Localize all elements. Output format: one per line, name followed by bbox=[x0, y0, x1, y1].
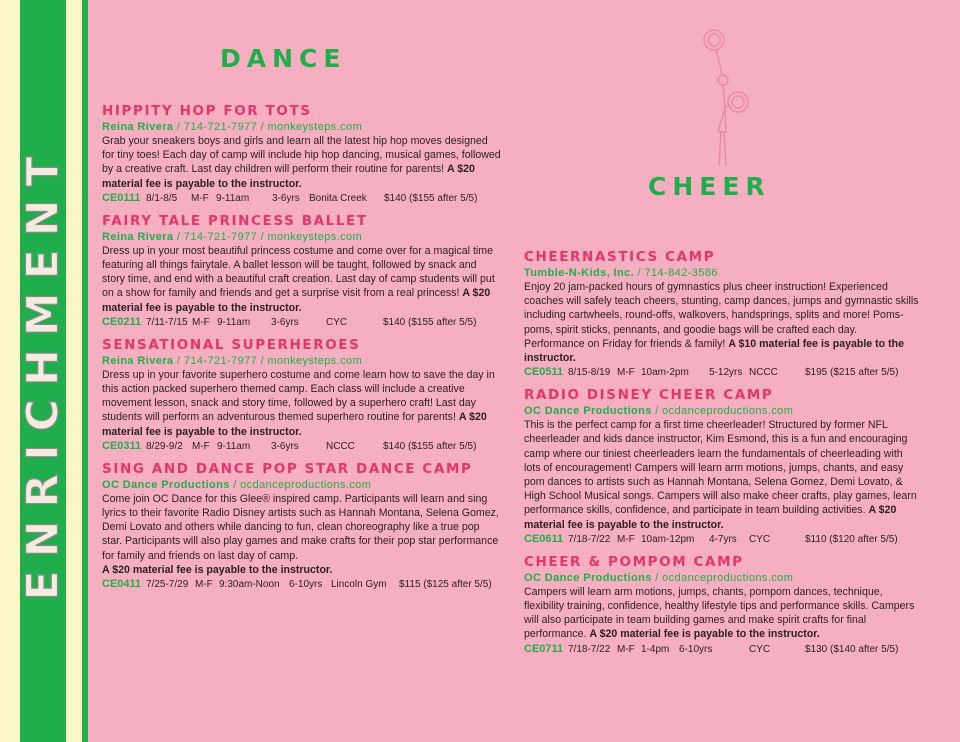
course-days: M-F bbox=[617, 367, 635, 379]
course-description bbox=[524, 418, 920, 532]
course-schedule bbox=[524, 365, 920, 380]
course-description-text: Come join OC Dance for this Glee® inspired camp. Participants will learn and sing lyrics to their favorite Radio Disney artists such as Hannah Montana, Selena Gomez, Demi Lovato and others while dancing to fun, clean choreography like a true pop star. Participants will also play games and make crafts for their pop star performance for family and friends on last day of camp. bbox=[102, 492, 499, 562]
course-fee: A $20 material fee is payable to the instructor. bbox=[102, 163, 475, 190]
course-days: M-F bbox=[617, 643, 635, 655]
cheer-section-title: CHEER bbox=[648, 172, 771, 201]
course-location: CYC bbox=[749, 533, 771, 545]
course-schedule bbox=[524, 642, 920, 657]
course-dates: 7/25-7/29 bbox=[146, 579, 189, 591]
course-days: M-F bbox=[192, 316, 210, 328]
course-contact-info: / ocdanceproductions.com bbox=[651, 405, 794, 418]
course-dates: 7/18-7/22 bbox=[568, 533, 611, 545]
course-price: $110 ($120 after 5/5) bbox=[805, 533, 898, 545]
course-days: M-F bbox=[191, 192, 209, 204]
course-description-text: Grab your sneakers boys and girls and learn all the latest hip hop moves designed for tiny toes! Each day of camp will include hip hop dancing, musical games, followed by a creative craft. Last day children will perform their routine for parents! bbox=[102, 135, 501, 176]
cheerleader-pompom-icon bbox=[692, 28, 752, 168]
course-schedule bbox=[102, 315, 502, 330]
course-ages: 3-6yrs bbox=[271, 440, 299, 452]
course-days: M-F bbox=[195, 579, 213, 591]
course-description bbox=[524, 585, 920, 642]
course-code: CE0311 bbox=[102, 439, 142, 452]
course-location: CYC bbox=[326, 316, 348, 328]
course-description-text: Campers will learn arm motions, jumps, chants, pompom dances, technique, flexibility training, confidence, healthy lifestyle tips and performance skills. Campers will also participate in team building games and make spirit crafts for final performance. bbox=[524, 585, 915, 641]
course-provider: Tumble-N-Kids, Inc. bbox=[524, 267, 635, 279]
course-contact-info: / 714-842-3586 bbox=[634, 267, 718, 279]
course-ages: 3-6yrs bbox=[272, 192, 300, 204]
course-time: 1-4pm bbox=[641, 643, 670, 655]
course-title: CHEER & POMPOM CAMP bbox=[524, 553, 744, 570]
course-contact-info: / ocdanceproductions.com bbox=[651, 571, 794, 584]
course-contact-info: / ocdanceproductions.com bbox=[229, 478, 372, 491]
course-contact-info: / 714-721-7977 / monkeysteps.com bbox=[173, 354, 363, 367]
course-cheer-pompom bbox=[524, 554, 920, 657]
course-title: SENSATIONAL SUPERHEROES bbox=[102, 336, 361, 353]
course-code: CE0211 bbox=[102, 315, 142, 328]
course-ages: 3-6yrs bbox=[271, 316, 299, 328]
course-schedule bbox=[524, 532, 920, 547]
course-contact bbox=[102, 354, 502, 368]
course-fee: A $20 material fee is payable to the instructor. bbox=[102, 411, 487, 438]
course-location: CYC bbox=[749, 643, 771, 655]
course-code: CE0111 bbox=[102, 191, 141, 204]
course-title: CHEERNASTICS CAMP bbox=[524, 249, 716, 265]
course-cheernastics bbox=[524, 249, 920, 380]
course-contact bbox=[524, 266, 920, 280]
course-provider: Reina Rivera bbox=[102, 230, 174, 243]
sidebar-stripe-green-thin bbox=[82, 0, 88, 742]
course-description-text: Dress up in your most beautiful princess costume and come over for a magical time featuring all things fairytale. A ballet lesson will be taught, followed by snack and story time, and end with a beautiful craft creation. Last day of camp students will put on a show for family and friends and get a surprise visit from a real princess! bbox=[102, 244, 495, 300]
course-contact bbox=[102, 478, 502, 492]
course-description bbox=[102, 134, 502, 191]
course-ages: 5-12yrs bbox=[709, 367, 743, 379]
course-fee: A $10 material fee is payable to the instructor. bbox=[524, 337, 904, 365]
course-dates: 8/1-8/5 bbox=[146, 192, 178, 204]
course-provider: OC Dance Productions bbox=[524, 571, 652, 584]
course-fee: A $20 material fee is payable to the instructor. bbox=[524, 504, 897, 531]
course-dates: 7/11-7/15 bbox=[146, 316, 188, 328]
course-contact bbox=[102, 230, 502, 244]
course-price: $140 ($155 after 5/5) bbox=[383, 440, 477, 452]
dance-section-title: DANCE bbox=[220, 44, 347, 73]
course-title: SING AND DANCE POP STAR DANCE CAMP bbox=[102, 460, 473, 477]
course-ages: 6-10yrs bbox=[289, 579, 323, 591]
course-contact bbox=[102, 120, 502, 134]
course-time: 10am-2pm bbox=[641, 367, 689, 379]
course-time: 9-11am bbox=[217, 316, 251, 328]
course-schedule bbox=[102, 577, 502, 592]
course-title: RADIO DISNEY CHEER CAMP bbox=[524, 387, 774, 404]
course-price: $115 ($125 after 5/5) bbox=[399, 579, 492, 591]
course-location: Lincoln Gym bbox=[331, 579, 387, 591]
course-dates: 8/29-9/2 bbox=[146, 440, 183, 452]
course-radio-disney-cheer bbox=[524, 387, 920, 547]
course-days: M-F bbox=[192, 440, 210, 452]
course-location: NCCC bbox=[749, 367, 778, 379]
course-dates: 8/15-8/19 bbox=[568, 367, 611, 379]
course-contact bbox=[524, 404, 920, 418]
course-time: 9:30am-Noon bbox=[219, 579, 280, 591]
course-title: HIPPITY HOP FOR TOTS bbox=[102, 103, 312, 119]
course-price: $195 ($215 after 5/5) bbox=[805, 367, 899, 379]
course-price: $140 ($155 after 5/5) bbox=[384, 192, 478, 204]
course-provider: OC Dance Productions bbox=[524, 405, 652, 418]
course-code: CE0511 bbox=[524, 366, 564, 379]
course-schedule bbox=[102, 191, 502, 206]
course-description-text: This is the perfect camp for a first time cheerleader! Structured by former NFL cheerleader and kids dance instructor, Kim Esmond, this is a fun and encouraging camp where our tiniest cheerleaders learn the fundamentals of cheerleading with lots of encouragement! Campers will learn arm motions, jumps, chants, and easy pom dances to artists such as Hannah Montana, Selena Gomez, Demi Lovato, & High School Musical songs. Campers will also make cheer crafts, play games, learn performance skills, confidence, and participate in team building activities. bbox=[524, 419, 917, 517]
course-time: 10am-12pm bbox=[641, 533, 695, 545]
course-fairy-tale-ballet bbox=[102, 213, 502, 330]
course-schedule bbox=[102, 439, 502, 454]
course-hippity-hop bbox=[102, 103, 502, 206]
course-provider: Reina Rivera bbox=[102, 121, 174, 133]
course-price: $130 ($140 after 5/5) bbox=[805, 643, 899, 655]
course-ages: 4-7yrs bbox=[709, 533, 737, 545]
course-description bbox=[102, 492, 502, 577]
course-fee: A $20 material fee is payable to the instructor. bbox=[589, 628, 820, 641]
course-pop-star-dance-camp bbox=[102, 461, 502, 592]
course-description-text: Enjoy 20 jam-packed hours of gymnastics plus cheer instruction! Experienced coaches will safely teach cheers, stunting, camp dances, jumps and gymnastic skills including cartwheels, round-offs, walkovers, handsprings, splits and more! Poms-poms, spirit sticks, pennants, and goodie bags will be crafted each day. Performance on Friday for friends & family! bbox=[524, 281, 919, 350]
course-time: 9-11am bbox=[217, 440, 251, 452]
course-code: CE0611 bbox=[524, 532, 564, 545]
course-contact-info: / 714-721-7977 / monkeysteps.com bbox=[173, 230, 363, 243]
course-location: NCCC bbox=[326, 440, 355, 452]
course-description-text: Dress up in your favorite superhero costume and come learn how to save the day in this action packed superhero themed camp. Each class will include a creative movement lesson, snack and story time, followed by a superhero craft! Last day students will perform an adventurous themed superhero routine for parents! bbox=[102, 368, 495, 424]
course-location: Bonita Creek bbox=[309, 192, 367, 204]
course-days: M-F bbox=[617, 533, 635, 545]
course-contact bbox=[524, 571, 920, 585]
course-time: 9-11am bbox=[216, 192, 250, 204]
course-provider: Reina Rivera bbox=[102, 354, 174, 367]
course-price: $140 ($155 after 5/5) bbox=[383, 316, 477, 328]
course-fee: A $20 material fee is payable to the instructor. bbox=[102, 563, 333, 576]
course-fee: A $20 material fee is payable to the instructor. bbox=[102, 287, 491, 314]
course-provider: OC Dance Productions bbox=[102, 478, 230, 491]
cheer-course-list bbox=[524, 249, 920, 664]
sidebar-title: ENRICHMENT bbox=[17, 143, 69, 601]
course-ages: 6-10yrs bbox=[679, 643, 713, 655]
course-sensational-superheroes bbox=[102, 337, 502, 454]
course-title: FAIRY TALE PRINCESS BALLET bbox=[102, 212, 368, 229]
dance-course-list bbox=[102, 103, 502, 599]
course-description bbox=[102, 244, 502, 315]
course-dates: 7/18-7/22 bbox=[568, 643, 611, 655]
course-contact-info: / 714-721-7977 / monkeysteps.com bbox=[173, 121, 363, 133]
course-code: CE0711 bbox=[524, 642, 564, 655]
course-code: CE0411 bbox=[102, 578, 142, 591]
course-description bbox=[102, 368, 502, 439]
course-description bbox=[524, 280, 920, 365]
